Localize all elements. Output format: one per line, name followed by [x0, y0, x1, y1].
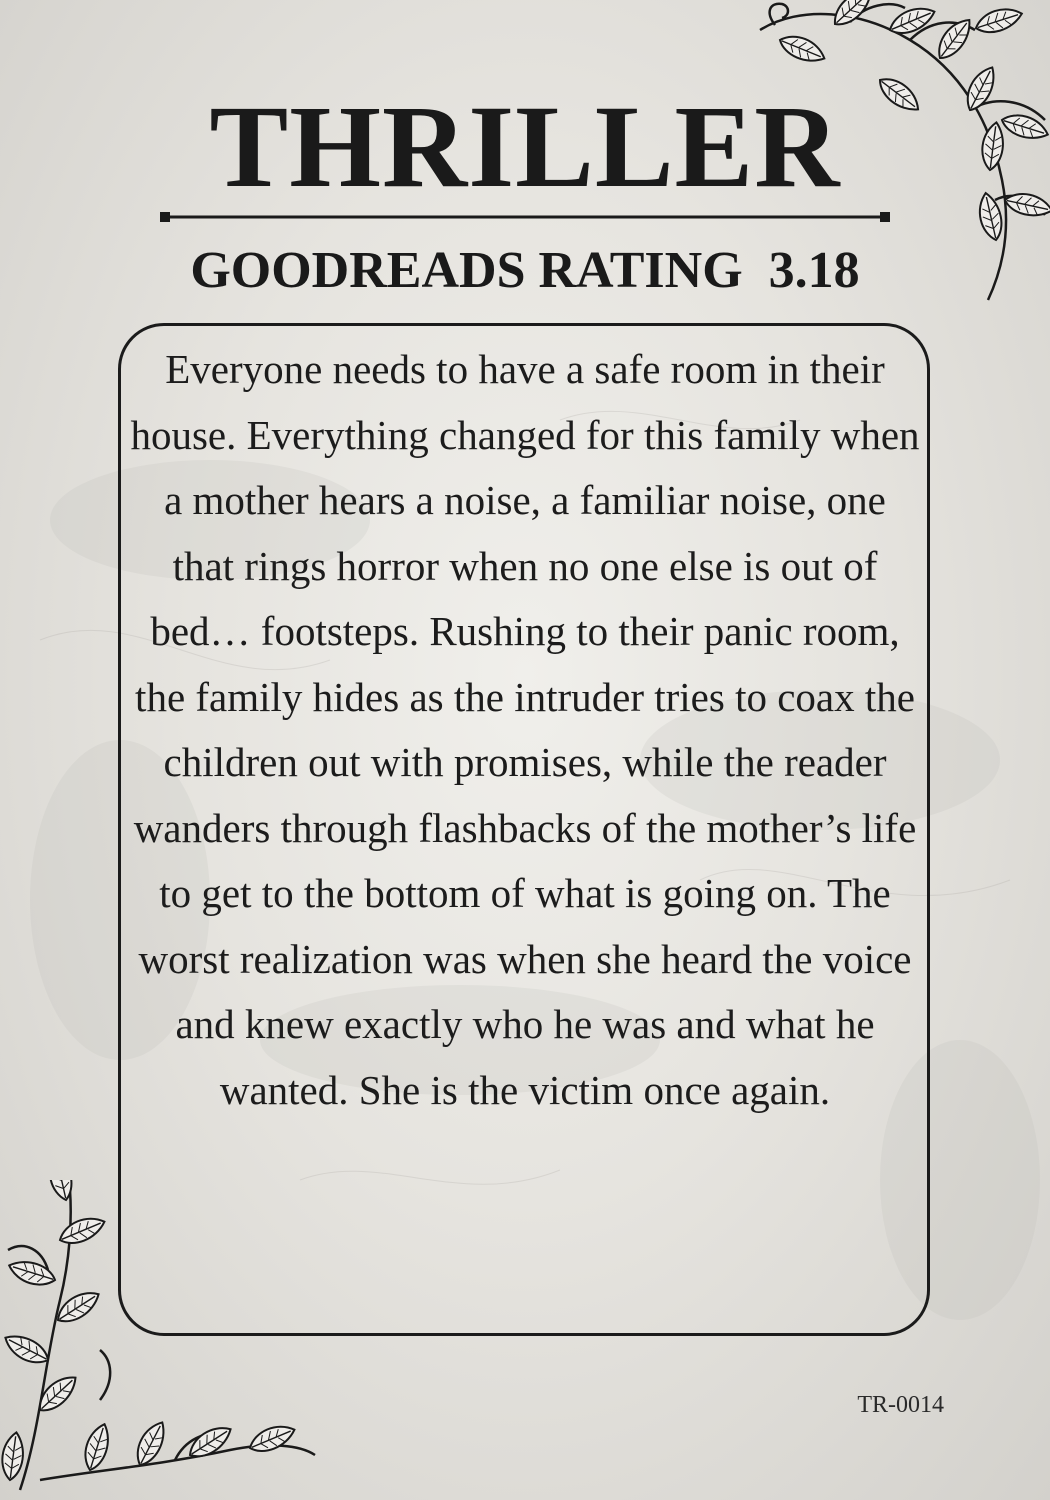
book-summary: Everyone needs to have a safe room in their house. Everything changed for this family when a mother hears a noise, a familiar noise, one that rings horror when no one else is out of bed… footsteps. Rushing to their panic room, the family hides as the intruder tries to coax the children out with promises, while the reader wanders through flashbacks of the mother’s life to get to the bottom of what is going on. The worst realization was when she heard the voice and knew exactly who he was and what he wanted. She is the victim once again. — [130, 346, 920, 1113]
rating-value: 3.18 — [768, 242, 860, 299]
card-code: TR-0014 — [857, 1392, 944, 1418]
rating-label: GOODREADS RATING — [190, 242, 743, 299]
title-divider — [160, 210, 890, 224]
genre-title: THRILLER — [209, 81, 841, 212]
goodreads-rating — [0, 242, 1050, 299]
